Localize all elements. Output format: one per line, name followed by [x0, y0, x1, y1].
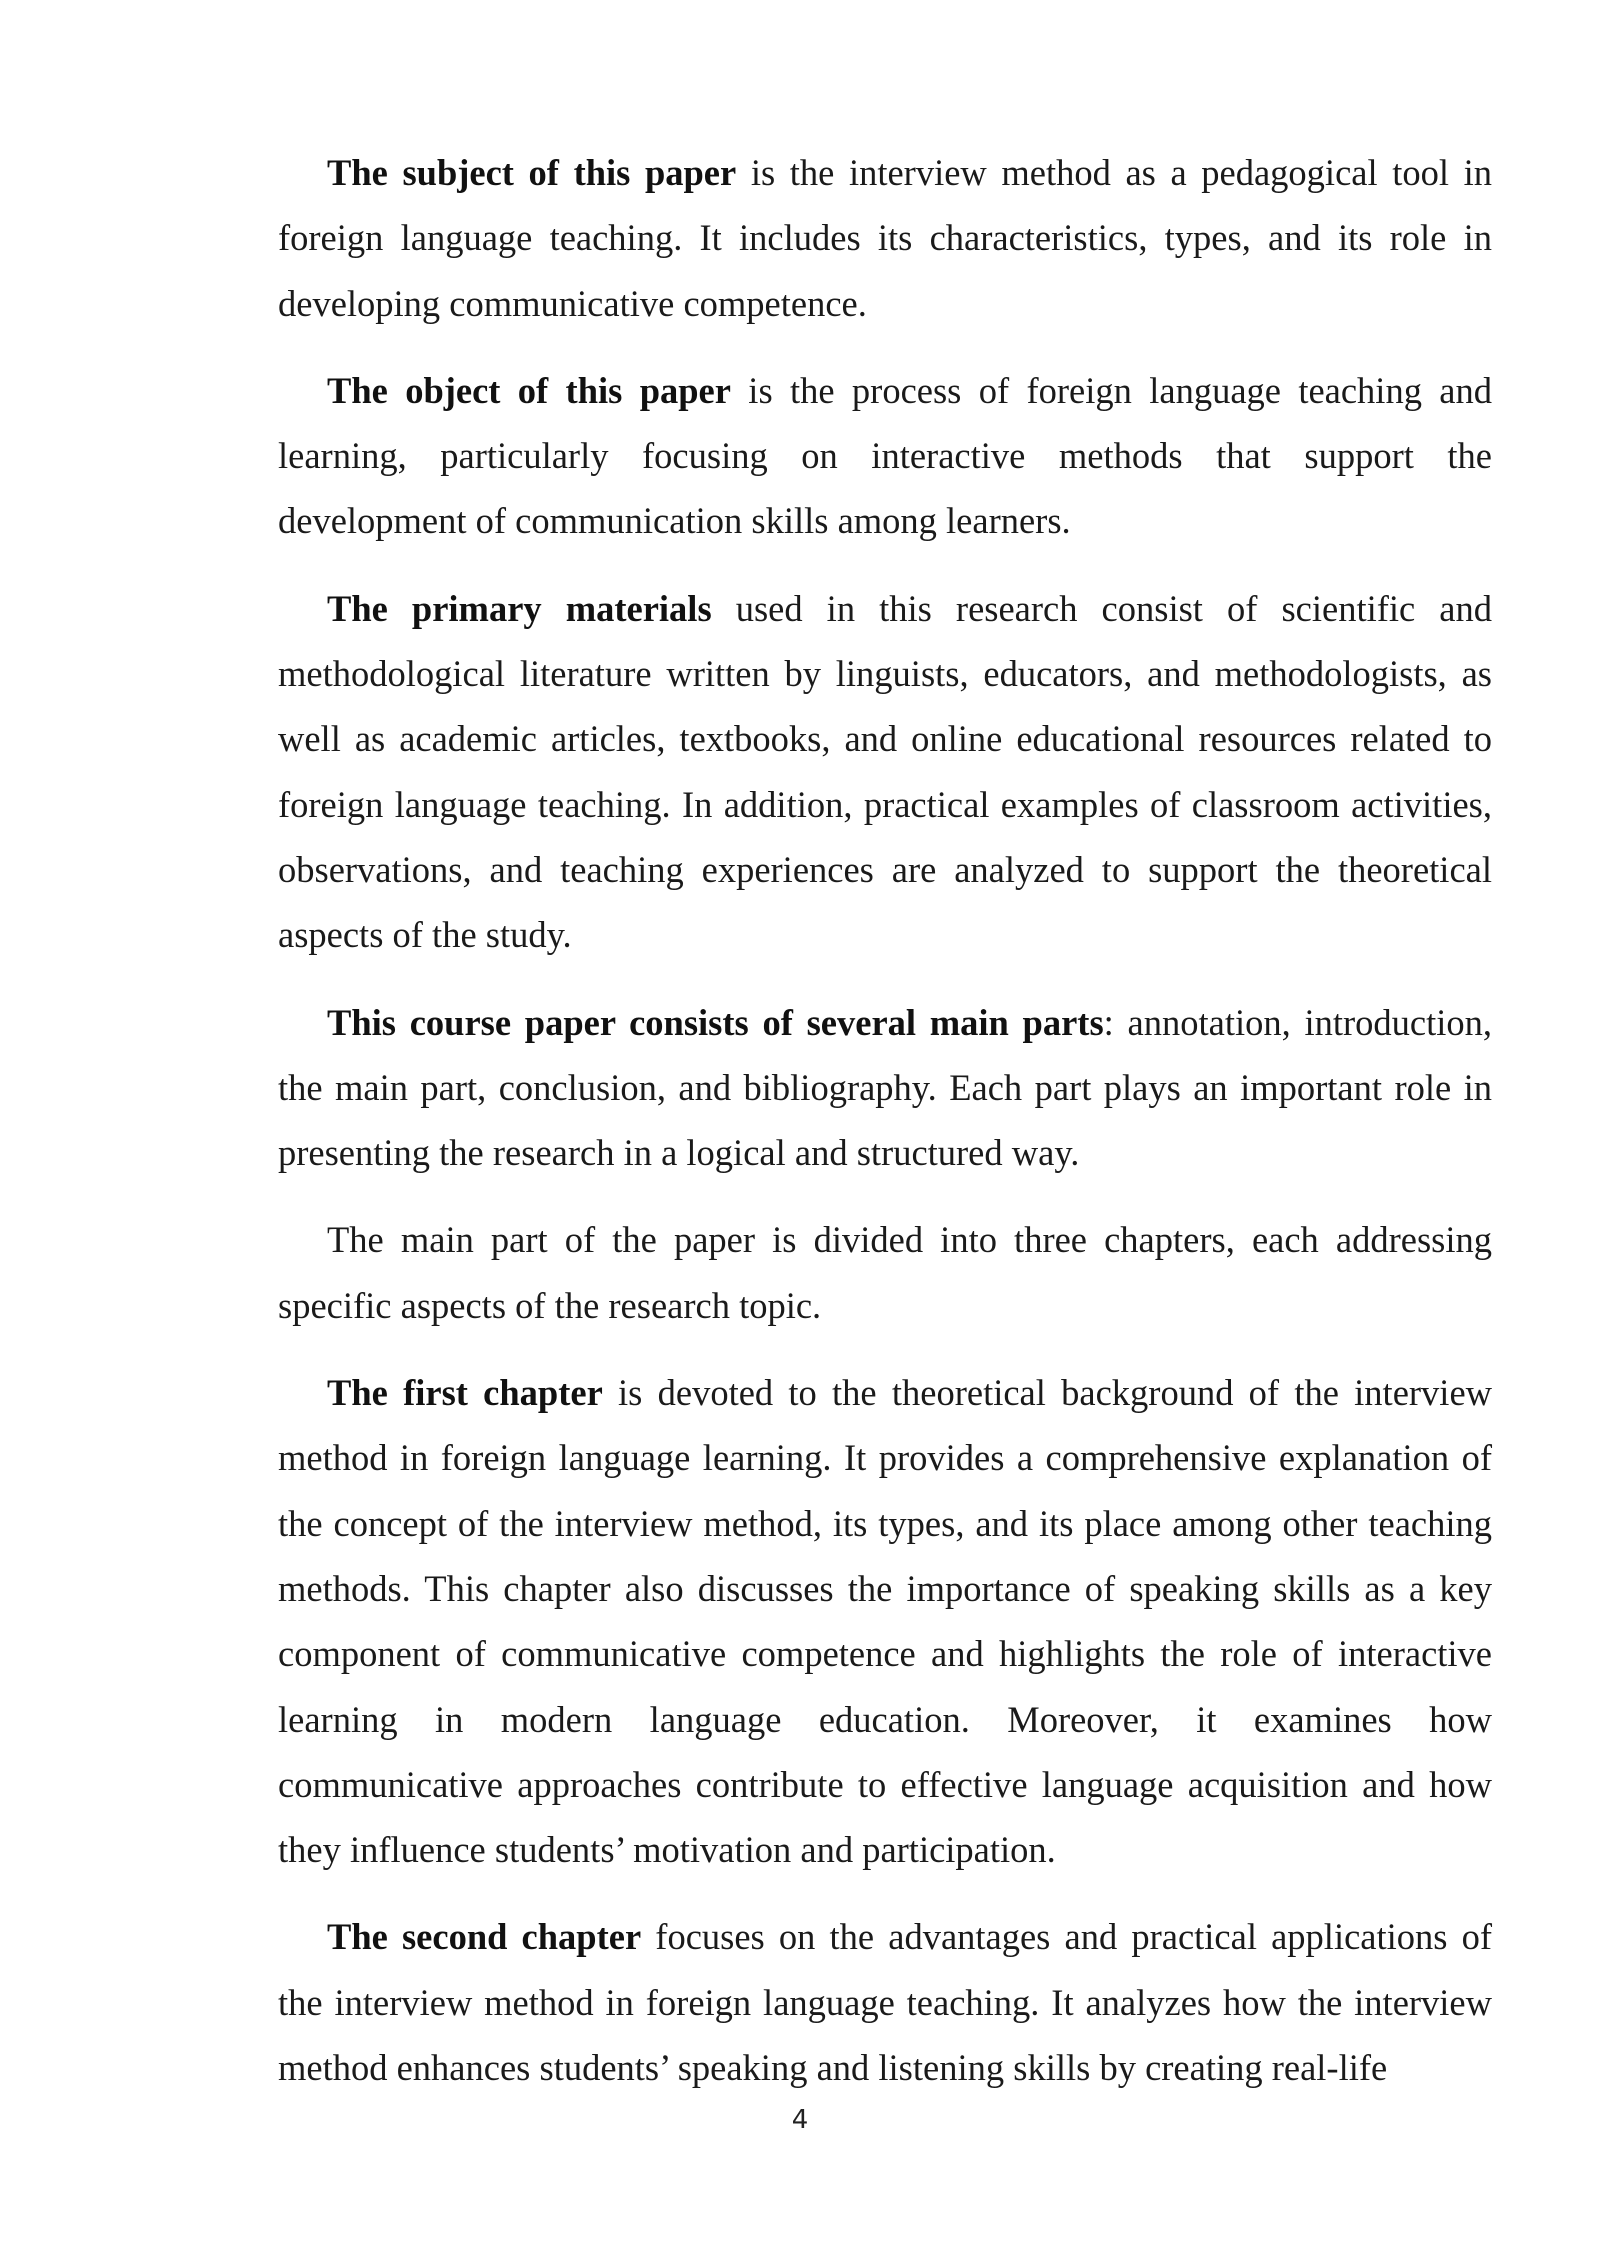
paragraph-materials: [278, 576, 1492, 968]
paragraph-main-part-text: The main part of the paper is divided into three chapters, each addressing specific aspects of the research topic.: [278, 1219, 1492, 1326]
paragraph-materials-text: used in this research consist of scientific and methodological literature written by linguists, educators, and methodologists, as well as academic articles, textbooks, and online educational resources related to foreign language teaching. In addition, practical examples of classroom activities, observations, and teaching experiences are analyzed to support the theoretical aspects of the study.: [278, 587, 1492, 956]
paragraph-first-chapter-lead: The first chapter: [327, 1372, 603, 1414]
paragraph-second-chapter-text: focuses on the advantages and practical applications of the interview method in foreign language teaching. It analyzes how the interview method enhances students’ speaking and listening skills by creating real-life: [278, 1916, 1493, 2089]
paragraph-structure: [278, 990, 1492, 1186]
paragraph-structure-text: : annotation, introduction, the main part, conclusion, and bibliography. Each part plays an important role in presenting the research in a logical and structured way.: [278, 1001, 1492, 1174]
paragraph-main-part: [278, 1207, 1492, 1338]
paragraph-object-text: is the process of foreign language teaching and learning, particularly focusing on interactive methods that support the development of communication skills among learners.: [278, 369, 1492, 542]
paragraph-second-chapter: [278, 1904, 1492, 2100]
paragraph-subject-text: is the interview method as a pedagogical tool in foreign language teaching. It includes its characteristics, types, and its role in developing communicative competence.: [278, 152, 1492, 324]
paragraph-structure-lead: This course paper consists of several main parts: [327, 1001, 1104, 1043]
paragraph-materials-lead: The primary materials: [327, 587, 712, 629]
paragraph-first-chapter: [278, 1360, 1492, 1882]
paragraph-object: [278, 358, 1492, 554]
paragraph-subject: [278, 140, 1492, 336]
paragraph-first-chapter-text: is devoted to the theoretical background of the interview method in foreign language learning. It provides a comprehensive explanation of the concept of the interview method, its types, and its place among other teaching methods. This chapter also discusses the importance of speaking skills as a key component of communicative competence and highlights the role of interactive learning in modern language education. Moreover, it examines how communicative approaches contribute to effective language acquisition and how they influence students’ motivation and participation.: [278, 1372, 1492, 1871]
paragraph-second-chapter-lead: The second chapter: [327, 1916, 642, 1958]
paragraph-subject-lead: The subject of this paper: [327, 152, 737, 193]
page-number: 4: [791, 2105, 809, 2135]
body-text: [278, 140, 1492, 2122]
paragraph-object-lead: The object of this paper: [327, 369, 731, 411]
